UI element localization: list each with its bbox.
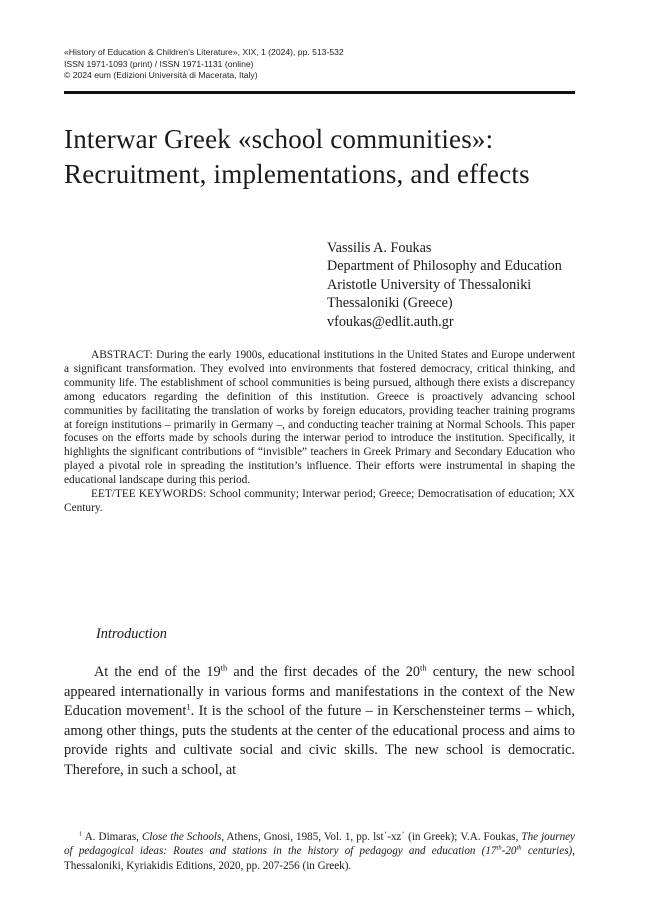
abstract bbox=[64, 349, 575, 516]
issn-line: ISSN 1971-1093 (print) / ISSN 1971-1131 (online) bbox=[64, 58, 254, 69]
author-block bbox=[327, 239, 562, 331]
footnote-ref-1[interactable]: 1 bbox=[186, 701, 191, 712]
author-city: Thessaloniki (Greece) bbox=[327, 295, 453, 312]
title-line-1: Interwar Greek «school communities»: bbox=[64, 124, 494, 154]
abstract-text: ABSTRACT: During the early 1900s, educational institutions in the United States and Europe underwent a significant transformation. They evolved into environments that fostered democracy, critical thinking, and community life. The establishment of school communities is being pursued, although there exists a discrepancy among educators regarding the definition of this institution. Greece is proactively advancing school communities by facilitating the translation of works by foreign educators, providing teacher training programs at foreign institutions – primarily in Germany –, and conducting teacher training at Normal Schools. This paper focuses on the efforts made by schools during the interwar period to introduce the institution. Specifically, it highlights the significant contributions of “invisible” teachers in Greek Primary and Secondary Education who played a pivotal role in spreading the institution’s influence. Their efforts were instrumental in shaping the educational landscape during this period. bbox=[64, 349, 575, 487]
copyright-line: © 2024 eum (Edizioni Università di Macerata, Italy) bbox=[64, 70, 258, 81]
footnote-1 bbox=[64, 830, 575, 873]
keywords: EET/TEE KEYWORDS: School community; Interwar period; Greece; Democratisation of education; XX Century. bbox=[64, 488, 575, 514]
title-line-2: Recruitment, implementations, and effects bbox=[64, 159, 530, 189]
journal-citation: «History of Education & Children's Literature», XIX, 1 (2024), pp. 513-532 bbox=[64, 47, 344, 57]
author-university: Aristotle University of Thessaloniki bbox=[327, 276, 532, 293]
introduction-paragraph: At the end of the 19th and the first decades of the 20th century, the new school appeared internationally in various forms and manifestations in the context of the New Education movement$^1$. It is the school of the future – in Kerschensteiner terms – which, among other things, puts the students at the center of the educational process and aims to provide rights and cultivate social and civic skills. The new school is democratic. Therefore, in such a school, at bbox=[64, 662, 576, 778]
author-email[interactable]: vfoukas@edlit.auth.gr bbox=[327, 313, 454, 330]
section-heading-introduction: Introduction bbox=[96, 626, 167, 642]
footnote-number: 1 bbox=[79, 830, 83, 838]
journal-header bbox=[64, 47, 344, 82]
author-name: Vassilis A. Foukas bbox=[327, 240, 432, 256]
footnote-text: $^1$ A. Dimaras, Close the Schools, Athens, Gnosi, 1985, Vol. 1, pp. lst΄-xz΄ (in Greek); V.A. Foukas, The journey of pedagogical ideas: Routes and stations in the history of pedagogy and education (17th-20th centuries), Thessaloniki, Kyriakidis Editions, 2020, pp. 207-256 (in Greek). bbox=[64, 830, 575, 872]
introduction-body bbox=[64, 663, 575, 781]
author-department: Department of Philosophy and Education bbox=[327, 258, 562, 275]
paper-title bbox=[64, 122, 584, 192]
header-rule bbox=[64, 91, 575, 94]
